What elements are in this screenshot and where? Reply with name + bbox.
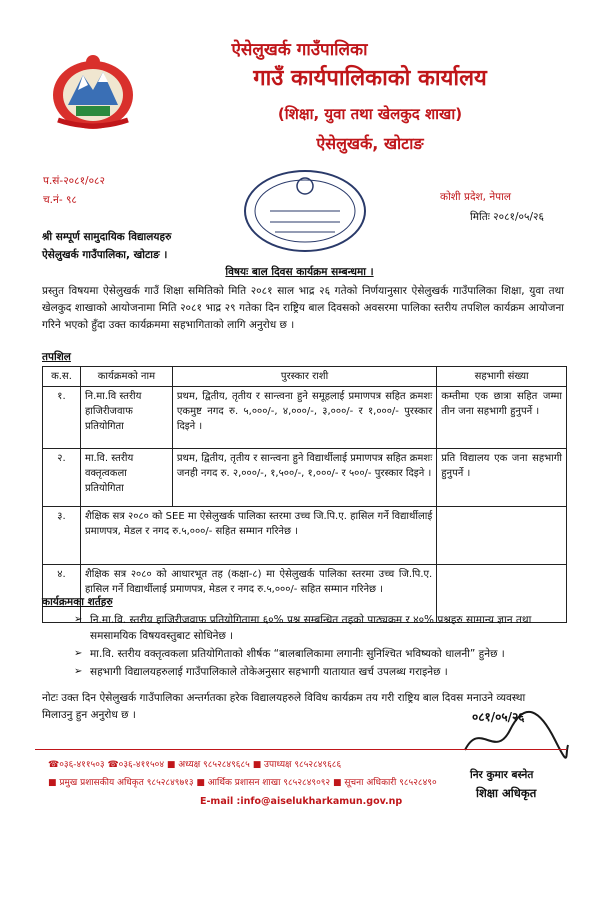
- conditions-title: कार्यक्रमका शर्तहरु: [42, 596, 113, 608]
- note-text: नोटः उक्त दिन ऐसेलुखर्क गाउँपालिका अन्तर्गतका हरेक विद्यालयहरुले विविध कार्यक्रम तय गरी राष्ट्रिय बाल दिवस मनाउने व्यवस्था मिलाउनु हुन अनुरोध छ ।: [42, 692, 526, 721]
- office-stamp-icon: [240, 166, 370, 256]
- cell-name: मा.वि. स्तरीय वक्तृत्वकला प्रतियोगिता: [80, 449, 172, 507]
- cell-merged: शैक्षिक सत्र २०८० को आधारभूत तह (कक्षा-८) मा ऐसेलुखर्क पालिका स्तरमा उच्च जि.पि.ए. हासिल गर्ने विद्यार्थीलाई प्रमाणपत्र, मेडल र नगद रु.५,०००/- सहित सम्मान गरिनेछ ।: [80, 565, 436, 623]
- footer-contacts-1: ☎०३६-४११५०३ ☎०३६-४११५०४ ■ अध्यक्ष ९८५२८४९६८५ ■ उपाध्यक्ष ९८५२८४९६८६: [48, 760, 342, 770]
- cell-prize: प्रथम, द्वितीय, तृतीय र सान्त्वना हुने विद्यार्थीलाई प्रमाणपत्र सहित क्रमशः जनही नगद रु. २,०००/-, १,५००/-, १,०००/- र ५००/- पुरस्कार दिइने ।: [172, 449, 436, 507]
- col-header: सहभागी संख्या: [437, 367, 567, 387]
- branch-name: (शिक्षा, युवा तथा खेलकुद शाखा): [277, 105, 463, 123]
- province-label: कोशी प्रदेश, नेपाल: [440, 191, 511, 203]
- table-header-row: [43, 367, 567, 387]
- list-item: ➢ मा.वि. स्तरीय वक्तृत्वकला प्रतियोगिताको शीर्षक “बालबालिकामा लगानीः सुनिश्चित भविष्यको धालनी” हुनेछ ।: [90, 646, 548, 662]
- col-header: कार्यक्रमको नाम: [80, 367, 172, 387]
- signatory-name: निर कुमार बस्नेत: [470, 769, 534, 781]
- cell-participants: कम्तीमा एक छात्रा सहित जम्मा तीन जना सहभागी हुनुपर्ने ।: [437, 387, 567, 449]
- footer-divider: [35, 749, 567, 750]
- letter-date: मितिः २०८१/०५/२६: [470, 211, 544, 223]
- dispatch-number: च.नं- ९८: [43, 194, 77, 206]
- footer-contacts-2: ■ प्रमुख प्रशासकीय अधिकृत ९८५२८४९७१३ ■ आर्थिक प्रशासन शाखा ९८५२८४९०९२ ■ सूचना अधिकारी ९८५२८४९०: [48, 778, 437, 788]
- programs-table: [42, 366, 567, 623]
- reference-number: प.सं-२०८१/०८२: [43, 175, 105, 187]
- table-row: [43, 449, 567, 507]
- footer-email[interactable]: E-mail :info@aiselukharkamun.gov.np: [200, 796, 403, 807]
- table-row: [43, 507, 567, 565]
- details-label: तपशिल: [42, 351, 71, 363]
- conditions-list: [68, 612, 548, 682]
- list-item: ➢ नि.मा.वि. स्तरीय हाजिरीजवाफ प्रतियोगितामा ६०% प्रश्न सम्बन्धित तहको पाठ्यक्रम र ४०% प्रश्नहरु सामान्य ज्ञान तथा समसामयिक विषयवस्तुबाट सोधिनेछ ।: [90, 612, 548, 644]
- cell-prize: प्रथम, द्वितीय, तृतीय र सान्त्वना हुने समूहलाई प्रमाणपत्र सहित क्रमशः एकमुष्ट नगद रु. ५,०००/-, ४,०००/-, ३,०००/- र १,०००/- पुरस्कार दिइने ।: [172, 387, 436, 449]
- nepal-emblem-icon: [48, 50, 138, 132]
- cell-merged: शैक्षिक सत्र २०८० को SEE मा ऐसेलुखर्क पालिका स्तरमा उच्च जि.पि.ए. हासिल गर्ने विद्यार्थीलाई प्रमाणपत्र, मेडल र नगद रु.५,०००/- सहित सम्मान गरिनेछ ।: [80, 507, 436, 565]
- addressee-line2: ऐसेलुखर्क गाउँपालिका, खोटाङ ।: [42, 249, 168, 261]
- cell-sn: २.: [43, 449, 81, 507]
- cell-participants: प्रति विद्यालय एक जना सहभागी हुनुपर्ने ।: [437, 449, 567, 507]
- body-paragraph: प्रस्तुत विषयमा ऐसेलुखर्क गाउँ शिक्षा समितिको मिति २०८१ साल भाद्र २६ गतेको निर्णयानुसार ऐसेलुखर्क गाउँपालिका शिक्षा, युवा तथा खेलकुद शाखाको आयोजनामा मिति २०८१ भाद्र २९ गतेका दिन राष्ट्रिय बाल दिवसको अवसरमा पालिका स्तरीय तपशिल कार्यक्रम आयोजना गरिने भएको हुँदा उक्त कार्यक्रममा सहभागिताको लागि अनुरोध छ ।: [42, 285, 564, 331]
- cell-sn: १.: [43, 387, 81, 449]
- office-title: गाउँ कार्यपालिकाको कार्यालय: [253, 66, 487, 91]
- signatory-title: शिक्षा अधिकृत: [476, 786, 537, 800]
- cell-empty: [437, 507, 567, 565]
- cell-sn: ४.: [43, 565, 81, 623]
- office-address: ऐसेलुखर्क, खोटाङ: [316, 134, 424, 153]
- addressee-line1: श्री सम्पूर्ण सामुदायिक विद्यालयहरु: [42, 231, 172, 243]
- table-row: [43, 387, 567, 449]
- subject-line: विषयः बाल दिवस कार्यक्रम सम्बन्धमा ।: [225, 266, 374, 278]
- list-item: ➢ सहभागी विद्यालयहरुलाई गाउँपालिकाले तोकेअनुसार सहभागी यातायात खर्च उपलब्ध गराइनेछ ।: [90, 664, 548, 680]
- signature-date: ०८१/०५/२६: [472, 710, 525, 724]
- col-header: क.स.: [43, 367, 81, 387]
- municipality-name: ऐसेलुखर्क गाउँपालिका: [231, 40, 368, 60]
- cell-sn: ३.: [43, 507, 81, 565]
- cell-name: नि.मा.वि स्तरीय हाजिरीजवाफ प्रतियोगिता: [80, 387, 172, 449]
- col-header: पुरस्कार राशी: [172, 367, 436, 387]
